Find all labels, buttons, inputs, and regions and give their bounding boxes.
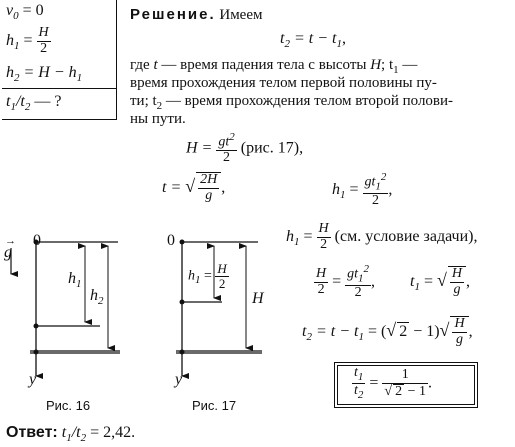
fig17-H-label: H — [252, 290, 264, 307]
eq-t: t = √ $\frac{2H}{g}$ , — [162, 172, 226, 203]
fig17-h1-label: $h_1$ = $\frac{H}{2}$ — [188, 261, 227, 291]
fig16-caption: Рис. 16 — [46, 398, 91, 413]
para-line-2: время прохождения телом первой половины пу- — [130, 75, 437, 91]
para-line-3: ти; $t_2$ — время прохождения телом второй полови- — [130, 93, 454, 112]
given-divider — [2, 88, 116, 89]
eq-H: H = $\frac{gt^2}{2}$ (рис. 17), — [186, 131, 304, 166]
eq-h1-gt: $h_1$ = $\frac{gt_1^2}{2}$ , — [332, 171, 393, 208]
fig16-h1-label: $h_1$ — [68, 270, 82, 291]
para-line-4: ны пути. — [130, 111, 186, 127]
eq-t2: $t_2 = t - t_1$, — [280, 30, 346, 51]
result-formula: $\frac{t_1}{t_2}$ = $\frac{1}{√ 2 - 1}$ . — [354, 365, 433, 402]
solution-heading: Решение. Имеем — [130, 6, 263, 23]
g-label: → g — [4, 235, 16, 261]
eq-half-H: $\frac{H}{2}$ = $\frac{gt_1^2}{2}$ , — [316, 263, 376, 300]
fig16-zero: 0 — [33, 232, 41, 249]
fig17-zero: 0 — [167, 232, 175, 249]
eq-h1-H: $h_1$ = $\frac{H}{2}$ (см. условие задачи), — [286, 221, 478, 252]
given-bottom-rule — [2, 119, 116, 120]
figures-svg — [0, 230, 300, 400]
given-find: $t_1/t_2$ — ? — [6, 93, 62, 114]
fig16-diagram — [30, 240, 120, 377]
fig17-caption: Рис. 17 — [192, 398, 237, 413]
para-line-1: где t — время падения тела с высоты H; $t_1$ — — [130, 57, 418, 76]
fig17-y-label: y — [175, 371, 183, 388]
answer-line: Ответ: $t_1/t_2 = 2,42$. — [6, 424, 136, 445]
given-h2: $h_2 = H - h_1$ — [6, 64, 83, 85]
fig16-y-label: y — [29, 371, 37, 388]
given-vertical-rule — [116, 0, 117, 120]
eq-t1: $t_1$ = √ $\frac{H}{g}$ , — [410, 266, 470, 297]
fig17-diagram — [176, 240, 262, 377]
fig16-h2-label: $h_2$ — [90, 287, 104, 308]
given-h1: $h_1$ = $\frac{H}{2}$ — [6, 25, 49, 56]
eq-t2-full: $t_2 = t - t_1$ = (√ 2 − 1)√ $\frac{H}{g}$ , — [302, 316, 473, 347]
given-v0: $v_0 = 0$ — [6, 2, 44, 23]
